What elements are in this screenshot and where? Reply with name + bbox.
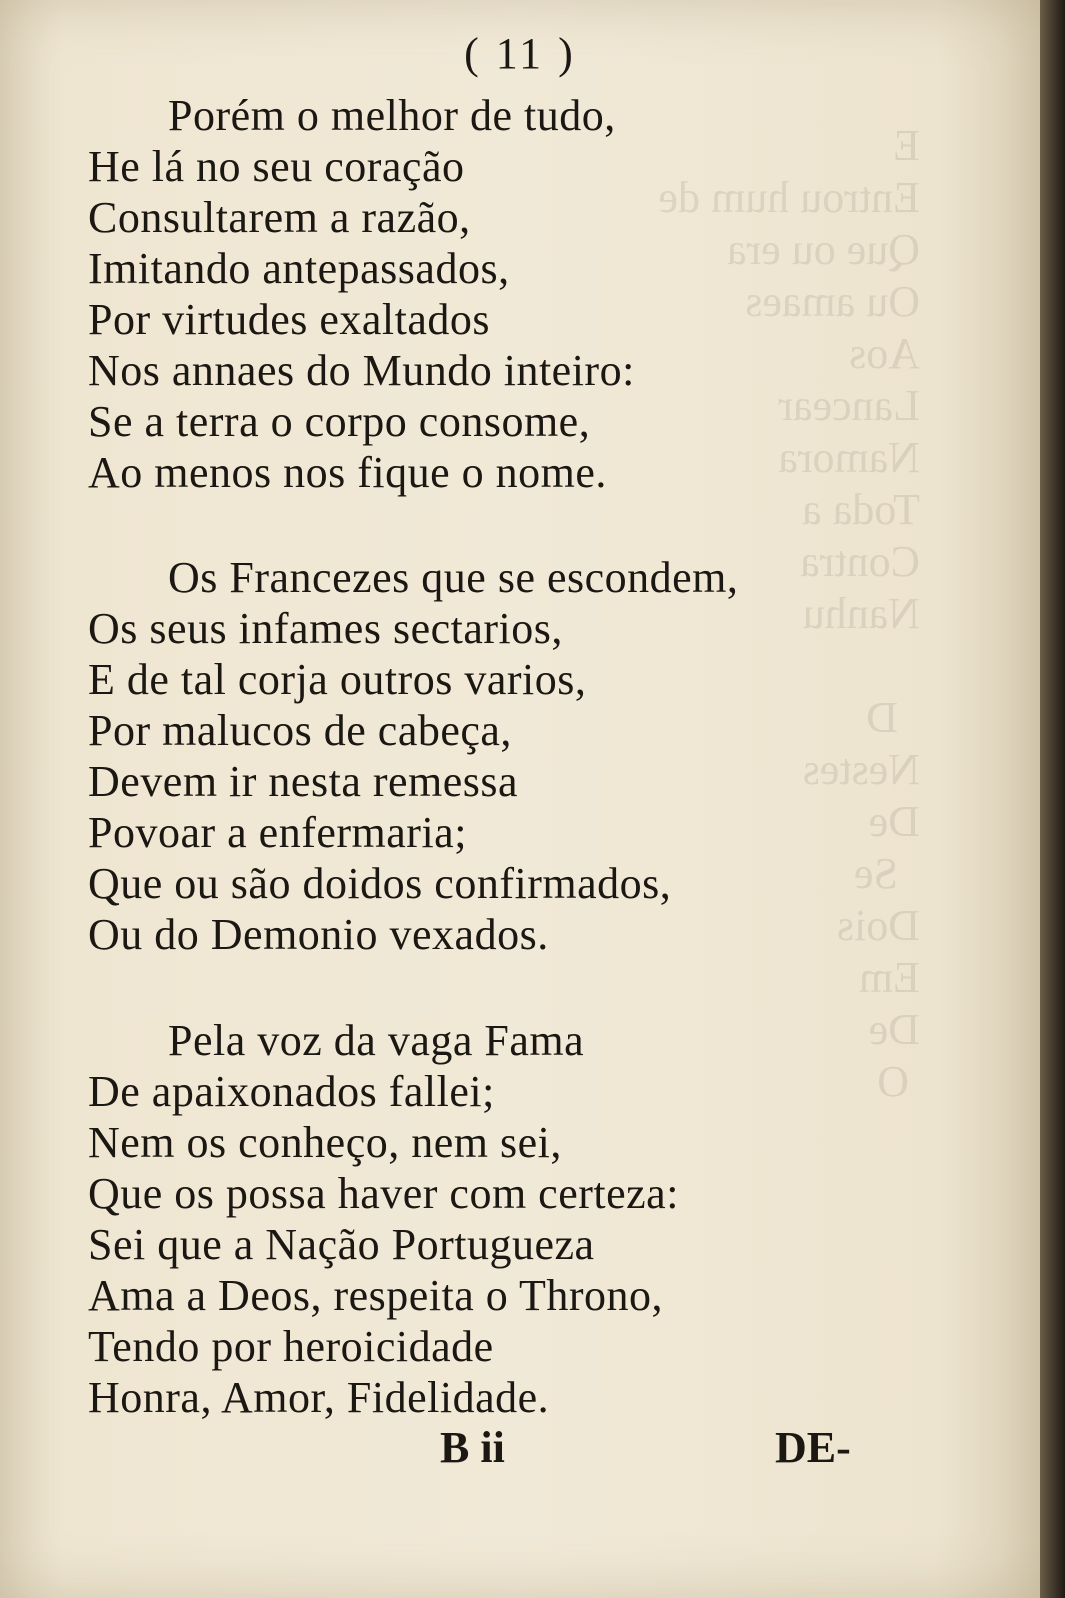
verse-line: Povoar a enfermaria; — [88, 808, 467, 857]
verse-line: Por virtudes exaltados — [88, 295, 491, 344]
verse-line: Sei que a Nação Portugueza — [88, 1220, 595, 1269]
stanza-3 — [88, 1015, 679, 1423]
page-number: ( 11 ) — [464, 29, 576, 78]
verse-line: Ao menos nos fique o nome. — [88, 448, 607, 497]
catchword: DE- — [775, 1423, 851, 1472]
verse-line: Devem ir nesta remessa — [88, 757, 519, 806]
stanza-1 — [88, 90, 635, 498]
verse-line: Honra, Amor, Fidelidade. — [88, 1373, 550, 1422]
verse-line: Os Francezes que se escondem, — [168, 553, 739, 602]
verse-line: Se a terra o corpo consome, — [88, 397, 591, 446]
verse-line: Consultarem a razão, — [88, 193, 471, 242]
stanza-2 — [88, 552, 738, 960]
verse-line: Nos annaes do Mundo inteiro: — [88, 346, 635, 395]
verse-line: Que ou são doidos confirmados, — [88, 859, 672, 908]
verse-line: Os seus infames sectarios, — [88, 604, 563, 653]
verse-line: Ou do Demonio vexados. — [88, 910, 549, 959]
verse-line: Que os possa haver com certeza: — [88, 1169, 679, 1218]
verse-line: Nem os conheço, nem sei, — [88, 1118, 562, 1167]
verse-line: Imitando antepassados, — [88, 244, 510, 293]
show-through-text: E Entrou hum de Que ou era Ou amaes Aos Lancear Namora Toda a Contra Nanhu D Nestes De Se Dois Em De O — [658, 121, 920, 1106]
verse-line: Ama a Deos, respeita o Throno, — [88, 1271, 664, 1320]
verse-line: E de tal corja outros varios, — [88, 655, 587, 704]
verse-line: Porém o melhor de tudo, — [168, 91, 616, 140]
verse-line: Tendo por heroicidade — [88, 1322, 494, 1371]
verse-line: De apaixonados fallei; — [88, 1067, 495, 1116]
signature-mark: B ii — [440, 1423, 505, 1472]
verse-line: Pela voz da vaga Fama — [168, 1016, 585, 1065]
verse-line: He lá no seu coração — [88, 142, 465, 191]
verse-line: Por malucos de cabeça, — [88, 706, 512, 755]
page-edge-shadow — [1040, 0, 1065, 1598]
